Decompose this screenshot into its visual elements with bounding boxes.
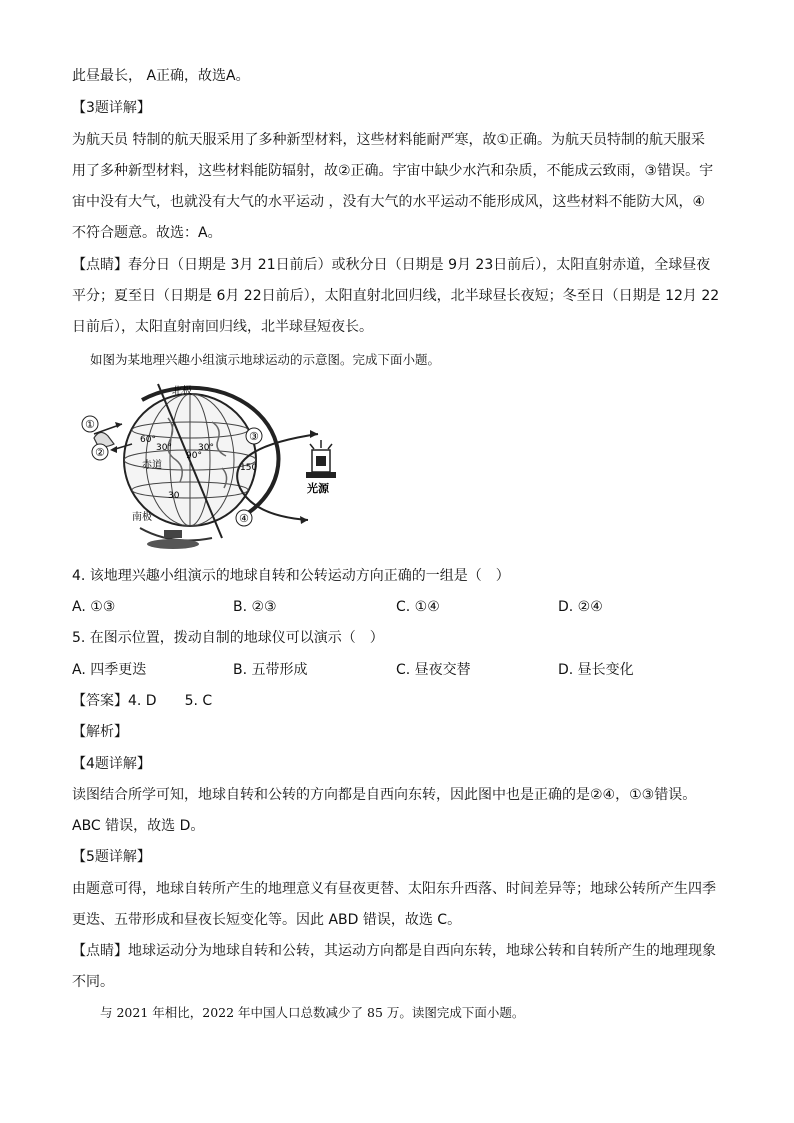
q5-option-d[interactable]: D. 昼长变化 <box>558 662 634 678</box>
lon-90-label: 90° <box>186 451 202 461</box>
south-pole-label: 南极 <box>132 512 152 523</box>
north-pole-label: 北极 <box>172 386 192 397</box>
question-intro: 如图为某地理兴趣小组演示地球运动的示意图。完成下面小题。 <box>90 352 441 367</box>
q5-option-a[interactable]: A. 四季更迭 <box>72 662 147 678</box>
marker-3: ③ <box>249 430 259 443</box>
section-heading-q5-detail: 【5题详解】 <box>72 849 151 865</box>
light-source-icon <box>306 440 336 478</box>
analysis-heading: 【解析】 <box>72 724 128 740</box>
q5-option-c[interactable]: C. 昼夜交替 <box>396 662 471 678</box>
text-line: 不符合题意。故选：A。 <box>72 225 222 241</box>
text-line: 平分；夏至日（日期是 6月 22日前后），太阳直射北回归线，北半球昼长夜短；冬至日（日期是 12月 22 <box>72 288 720 304</box>
lat-60-label: 60° <box>140 435 156 445</box>
section-heading-q3-detail: 【3题详解】 <box>72 100 151 116</box>
lat-30s-label: 30 <box>168 491 180 501</box>
equator-label: 赤道 <box>142 460 162 471</box>
question-5: 5. 在图示位置，拨动自制的地球仪可以演示（ ） <box>72 630 384 646</box>
lat-30n-label: 30° <box>156 443 172 453</box>
marker-2: ② <box>95 446 105 459</box>
text-line: 更迭、五带形成和昼夜长短变化等。因此 ABD 错误，故选 C。 <box>72 912 462 928</box>
lon-150-label: 150 <box>240 463 258 473</box>
section-heading-q4-detail: 【4题详解】 <box>72 756 151 772</box>
text-line: 此昼最长， A正确，故选A。 <box>72 68 250 84</box>
q4-option-a[interactable]: A. ①③ <box>72 599 116 615</box>
marker-1: ① <box>85 418 95 431</box>
text-line: 读图结合所学可知，地球自转和公转的方向都是自西向东转，因此图中也是正确的是②④，①③错误。 <box>72 787 697 803</box>
light-source-label: 光源 <box>307 482 329 495</box>
text-line: ABC 错误，故选 D。 <box>72 818 205 834</box>
answer-line: 【答案】4. D 5. C <box>72 693 213 709</box>
globe-diagram <box>72 378 372 554</box>
lon-30-label: 30° <box>198 443 214 453</box>
q4-option-d[interactable]: D. ②④ <box>558 599 603 615</box>
text-line: 宙中没有大气，也就没有大气的水平运动 ，没有大气的水平运动不能形成风，这些材料不能防大风，④ <box>72 194 705 210</box>
q4-option-c[interactable]: C. ①④ <box>396 599 440 615</box>
text-line: 为航天员 特制的航天服采用了多种新型材料，这些材料能耐严寒，故①正确。为航天员特制的航天服采 <box>72 132 705 148</box>
text-line: 用了多种新型材料，这些材料能防辐射，故②正确。宇宙中缺少水汽和杂质，不能成云致雨，③错误。宇 <box>72 163 714 179</box>
q5-option-b[interactable]: B. 五带形成 <box>233 662 308 678</box>
text-line: 日前后），太阳直射南回归线，北半球昼短夜长。 <box>72 319 373 335</box>
marker-4: ④ <box>239 512 249 525</box>
tip-paragraph: 【点睛】春分日（日期是 3月 21日前后）或秋分日（日期是 9月 23日前后），太阳直射赤道，全球昼夜 <box>72 257 711 273</box>
question-4: 4. 该地理兴趣小组演示的地球自转和公转运动方向正确的一组是（ ） <box>72 568 510 584</box>
q4-option-b[interactable]: B. ②③ <box>233 599 277 615</box>
tip-paragraph: 【点睛】地球运动分为地球自转和公转，其运动方向都是自西向东转，地球公转和自转所产生的地理现象 <box>72 943 716 959</box>
earth-motion-figure <box>72 378 372 554</box>
text-line: 不同。 <box>72 974 114 990</box>
question-intro: 与 2021 年相比，2022 年中国人口总数减少了 85 万。读图完成下面小题。 <box>100 1005 525 1020</box>
text-line: 由题意可得，地球自转所产生的地理意义有昼夜更替、太阳东升西落、时间差异等；地球公转所产生四季 <box>72 881 716 897</box>
